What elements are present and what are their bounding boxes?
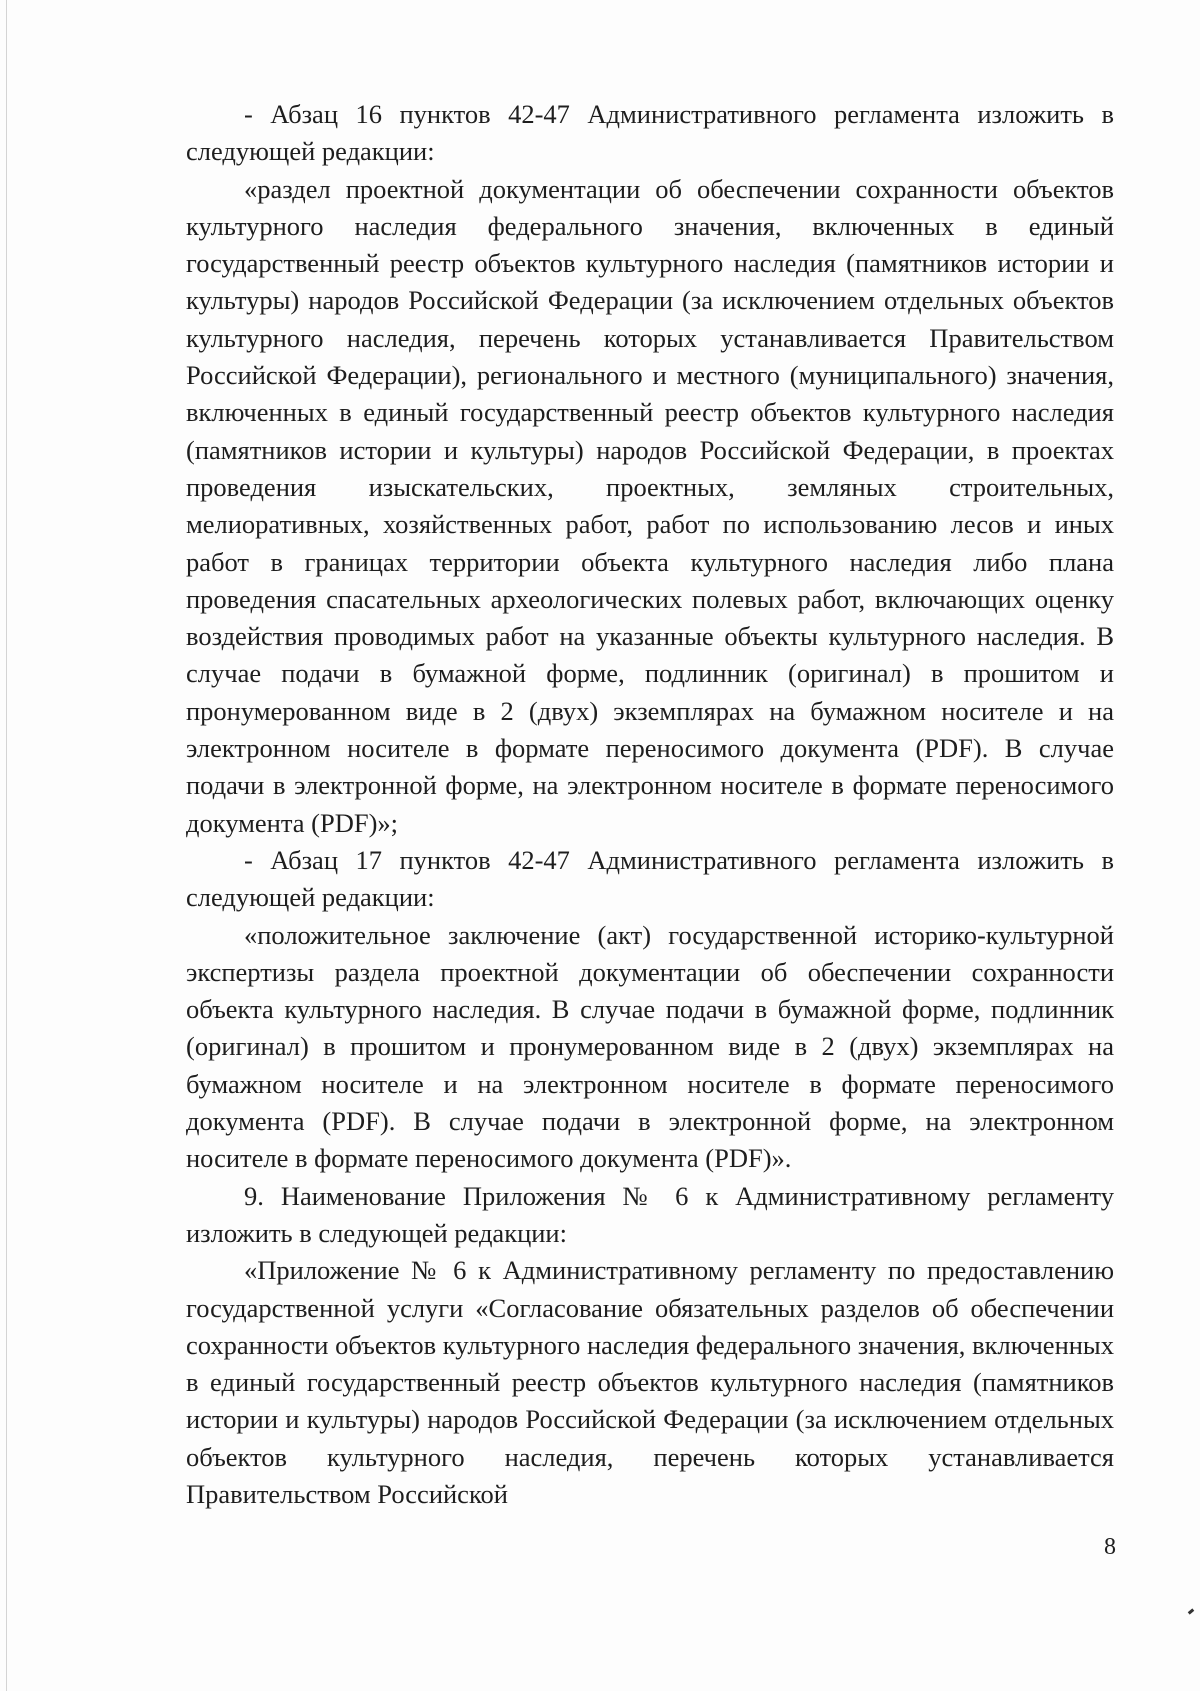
paragraph-item-9: 9. Наименование Приложения № 6 к Административному регламенту изложить в следующей редакции: (186, 1180, 1114, 1248)
document-body (186, 96, 1114, 1513)
page-number: 8 (1104, 1534, 1116, 1560)
paragraph-abzac-17: - Абзац 17 пунктов 42-47 Административного регламента изложить в следующей редакции: (186, 844, 1114, 913)
scan-edge-line (6, 0, 7, 1691)
paragraph-appendix-6-title: «Приложение № 6 к Административному регламенту по предоставлению государственной услуги «Согласование обязательных разделов об обеспечении сохранности объектов культурного наследия федерального значения, включенных в единый государственный реестр объектов культурного наследия (памятников истории и культуры) народов Российской Федерации (за исключением отдельных объектов культурного наследия, перечень которых устанавливается Правительством Российской (186, 1255, 1114, 1509)
scan-mark (1188, 1608, 1195, 1614)
paragraph-positive-conclusion: «положительное заключение (акт) государственной историко-культурной экспертизы раздела проектной документации об обеспечении сохранности объекта культурного наследия. В случае подачи в бумажной форме, подлинник (оригинал) в прошитом и пронумерованном виде в 2 (двух) экземплярах на бумажном носителе и на электронном носителе в формате переносимого документа (PDF). В случае подачи в электронной форме, на электронном носителе в формате переносимого документа (PDF)». (186, 919, 1114, 1174)
paragraph-project-documentation-section: «раздел проектной документации об обеспечении сохранности объектов культурного наследия федерального значения, включенных в единый государственный реестр объектов культурного наследия (памятников истории и культуры) народов Российской Федерации (за исключением отдельных объектов культурного наследия, перечень которых устанавливается Правительством Российской Федерации), регионального и местного (муниципального) значения, включенных в единый государственный реестр объектов культурного наследия (памятников истории и культуры) народов Российской Федерации, в проектах проведения изыскательских, проектных, земляных строительных, мелиоративных, хозяйственных работ, работ по использованию лесов и иных работ в границах территории объекта культурного наследия либо плана проведения спасательных археологических полевых работ, включающих оценку воздействия проводимых работ на указанные объекты культурного наследия. В случае подачи в бумажной форме, подлинник (оригинал) в прошитом и пронумерованном виде в 2 (двух) экземплярах на бумажном носителе и на электронном носителе в формате переносимого документа (PDF). В случае подачи в электронной форме, на электронном носителе в формате переносимого документа (PDF)»; (186, 173, 1114, 838)
paragraph-abzac-16: - Абзац 16 пунктов 42-47 Административного регламента изложить в следующей редакции: (186, 99, 1114, 167)
